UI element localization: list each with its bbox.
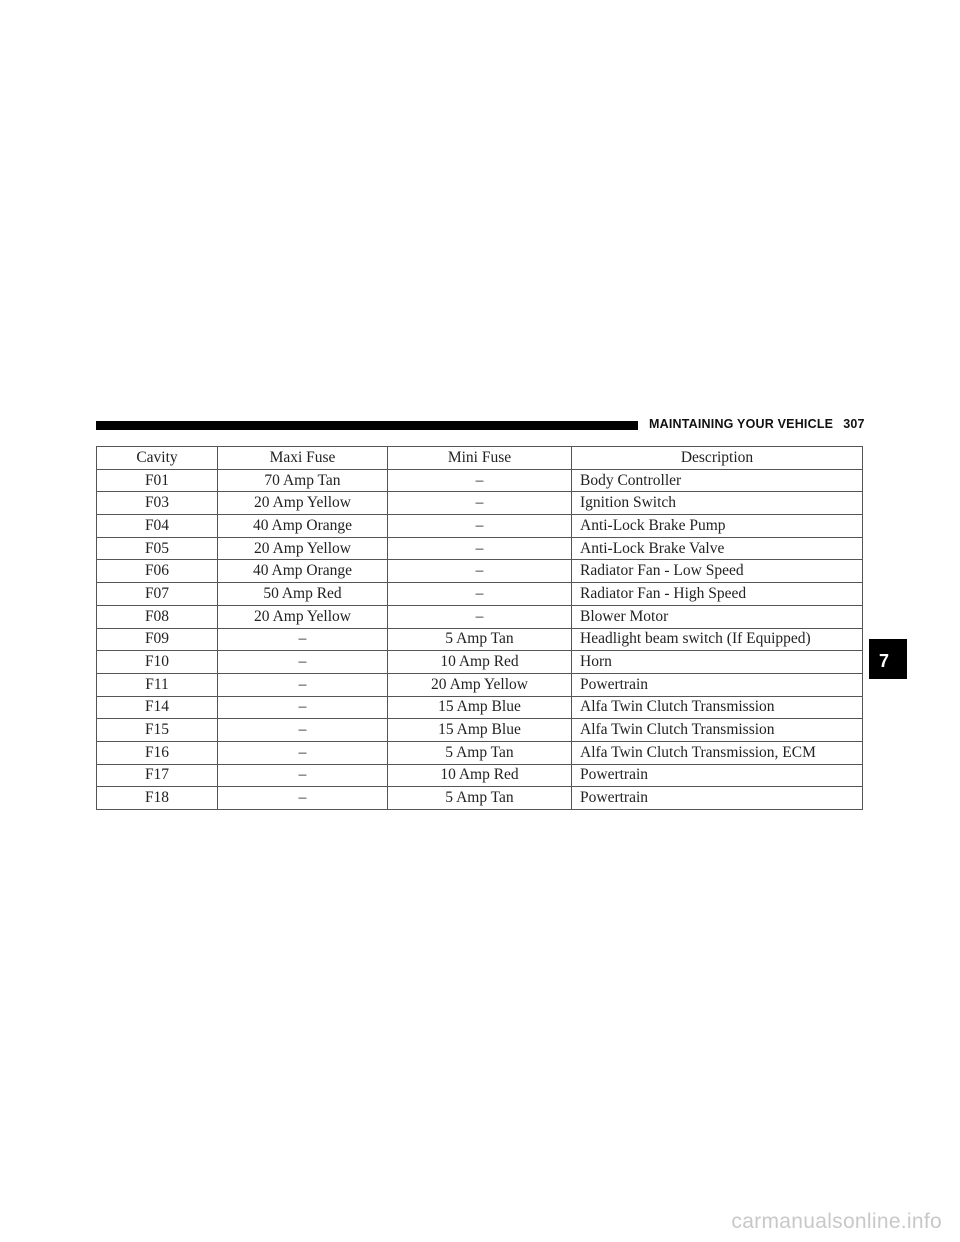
mini-fuse-cell: – [388, 560, 572, 583]
maxi-fuse-cell: 40 Amp Orange [218, 515, 388, 538]
description-cell: Headlight beam switch (If Equipped) [572, 628, 863, 651]
mini-fuse-cell: 10 Amp Red [388, 764, 572, 787]
description-cell: Alfa Twin Clutch Transmission, ECM [572, 741, 863, 764]
maxi-fuse-cell: 20 Amp Yellow [218, 605, 388, 628]
maxi-fuse-cell: – [218, 673, 388, 696]
maxi-fuse-cell: – [218, 741, 388, 764]
table-row [97, 537, 863, 560]
mini-fuse-cell: 10 Amp Red [388, 651, 572, 674]
cavity-cell: F10 [97, 651, 218, 674]
maxi-fuse-cell: 50 Amp Red [218, 583, 388, 606]
table-row [97, 741, 863, 764]
description-cell: Anti-Lock Brake Valve [572, 537, 863, 560]
mini-fuse-cell: 5 Amp Tan [388, 628, 572, 651]
cavity-cell: F15 [97, 719, 218, 742]
maxi-fuse-cell: 70 Amp Tan [218, 469, 388, 492]
description-cell: Horn [572, 651, 863, 674]
cavity-cell: F16 [97, 741, 218, 764]
table-row [97, 719, 863, 742]
description-cell: Anti-Lock Brake Pump [572, 515, 863, 538]
section-title: MAINTAINING YOUR VEHICLE [649, 417, 834, 431]
running-header [649, 417, 865, 431]
table-row [97, 764, 863, 787]
maxi-fuse-cell: – [218, 719, 388, 742]
table-row [97, 651, 863, 674]
table-row [97, 696, 863, 719]
cavity-cell: F05 [97, 537, 218, 560]
description-cell: Body Controller [572, 469, 863, 492]
description-cell: Radiator Fan - High Speed [572, 583, 863, 606]
description-cell: Ignition Switch [572, 492, 863, 515]
maxi-fuse-cell: – [218, 628, 388, 651]
cavity-cell: F11 [97, 673, 218, 696]
maxi-fuse-cell: – [218, 764, 388, 787]
table-row [97, 605, 863, 628]
description-cell: Radiator Fan - Low Speed [572, 560, 863, 583]
watermark: carmanualsonline.info [731, 1210, 942, 1233]
table-row [97, 492, 863, 515]
mini-fuse-cell: 15 Amp Blue [388, 719, 572, 742]
mini-fuse-cell: 15 Amp Blue [388, 696, 572, 719]
page-number: 307 [843, 417, 865, 431]
cavity-cell: F17 [97, 764, 218, 787]
cavity-cell: F08 [97, 605, 218, 628]
header-rule [96, 421, 638, 430]
description-cell: Powertrain [572, 764, 863, 787]
table-row [97, 787, 863, 810]
column-header-maxi-fuse: Maxi Fuse [218, 447, 388, 470]
description-cell: Alfa Twin Clutch Transmission [572, 696, 863, 719]
cavity-cell: F06 [97, 560, 218, 583]
cavity-cell: F01 [97, 469, 218, 492]
cavity-cell: F03 [97, 492, 218, 515]
cavity-cell: F04 [97, 515, 218, 538]
cavity-cell: F07 [97, 583, 218, 606]
table-row [97, 673, 863, 696]
maxi-fuse-cell: 20 Amp Yellow [218, 492, 388, 515]
mini-fuse-cell: – [388, 537, 572, 560]
mini-fuse-cell: – [388, 583, 572, 606]
description-cell: Alfa Twin Clutch Transmission [572, 719, 863, 742]
mini-fuse-cell: – [388, 469, 572, 492]
cavity-cell: F18 [97, 787, 218, 810]
column-header-mini-fuse: Mini Fuse [388, 447, 572, 470]
table-header-row [97, 447, 863, 470]
mini-fuse-cell: – [388, 515, 572, 538]
table-row [97, 469, 863, 492]
table-row [97, 560, 863, 583]
description-cell: Powertrain [572, 787, 863, 810]
maxi-fuse-cell: 40 Amp Orange [218, 560, 388, 583]
table-row [97, 628, 863, 651]
column-header-description: Description [572, 447, 863, 470]
maxi-fuse-cell: – [218, 651, 388, 674]
description-cell: Powertrain [572, 673, 863, 696]
column-header-cavity: Cavity [97, 447, 218, 470]
mini-fuse-cell: 5 Amp Tan [388, 741, 572, 764]
description-cell: Blower Motor [572, 605, 863, 628]
cavity-cell: F14 [97, 696, 218, 719]
mini-fuse-cell: 20 Amp Yellow [388, 673, 572, 696]
mini-fuse-cell: 5 Amp Tan [388, 787, 572, 810]
table-row [97, 583, 863, 606]
mini-fuse-cell: – [388, 605, 572, 628]
maxi-fuse-cell: 20 Amp Yellow [218, 537, 388, 560]
chapter-tab: 7 [869, 639, 907, 679]
fuse-table [96, 446, 863, 810]
maxi-fuse-cell: – [218, 787, 388, 810]
mini-fuse-cell: – [388, 492, 572, 515]
cavity-cell: F09 [97, 628, 218, 651]
table-row [97, 515, 863, 538]
maxi-fuse-cell: – [218, 696, 388, 719]
